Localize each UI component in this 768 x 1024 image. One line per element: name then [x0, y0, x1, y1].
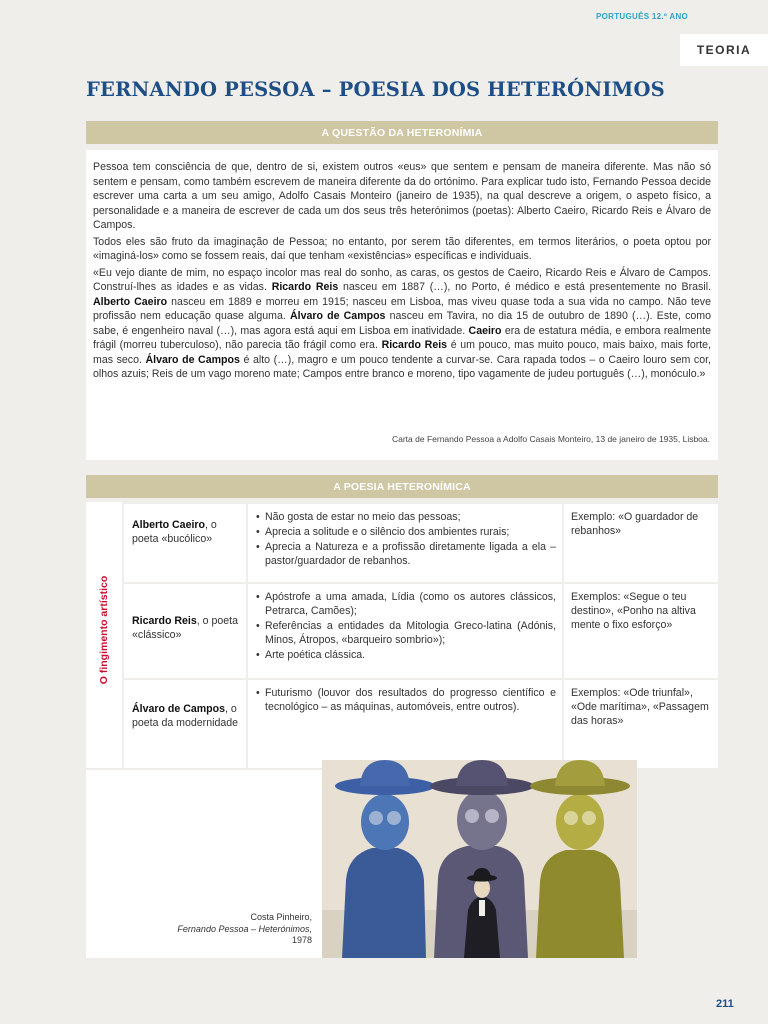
quote-text: nasceu em 1889 e morreu em 1915; nasceu em Lisboa, mas viveu quase toda a sua vida no campo. Não teve profissão nem educação quase alguma.: [93, 295, 711, 322]
section-heading-heteronimia: A QUESTÃO DA HETERONÍMIA: [86, 121, 718, 144]
page-title: FERNANDO PESSOA – POESIA DOS HETERÓNIMOS: [86, 78, 665, 101]
intro-text-box: [86, 150, 718, 460]
heteronym-name-campos: [124, 680, 246, 768]
quote-name: Ricardo Reis: [381, 339, 448, 351]
heteronyms-table: [86, 502, 718, 768]
painting-credit: [120, 912, 312, 947]
section-tab: TEORIA: [680, 34, 768, 66]
heteronym-name: Ricardo Reis: [132, 615, 197, 627]
credit-author: Costa Pinheiro,: [250, 912, 312, 922]
credit-work: [120, 924, 312, 936]
quote-text: nasceu em 1887 (…), no Porto, é médico e está presentemente no Brasil.: [338, 281, 711, 293]
intro-paragraph-2: Todos eles são fruto da imaginação de Pessoa; no entanto, por serem tão diferentes, em termos literários, o poeta optou por «imaginá-los» como se fossem reais, daí que tenham «existências» específicas e individuais.: [93, 235, 711, 262]
quote-name: Alberto Caeiro: [93, 295, 168, 308]
letter-quote: [93, 266, 711, 382]
heteronym-desc: , o poeta «bucólico»: [132, 519, 217, 545]
heteronym-desc: , o poeta da modernidade: [132, 703, 239, 729]
quote-text: é alto (…), magro e um pouco tendente a curvar-se. Cara rapada todos – o Caeiro louro sem cor, olhos azuis; Reis de um vago moreno mate; Campos entre branco e moreno, tipo vagamente de judeu português (…), monóculo.»: [93, 353, 711, 380]
section-heading-poesia: A POESIA HETERONÍMICA: [86, 475, 718, 498]
features-caeiro: [248, 504, 562, 582]
feature-item: • Não gosta de estar no meio das pessoas;: [256, 510, 556, 524]
feature-item: • Referências a entidades da Mitologia Greco-latina (Adónis, Minos, Átropos, «barqueiro sombrio»);: [256, 619, 556, 647]
side-label-cell: [86, 502, 122, 768]
painting-illustration: [322, 760, 637, 958]
side-label: O fingimento artístico: [98, 575, 110, 685]
feature-item: • Arte poética clássica.: [256, 648, 556, 662]
heteronym-name: Álvaro de Campos: [132, 703, 226, 715]
intro-paragraph-1: Pessoa tem consciência de que, dentro de si, existem outros «eus» que sentem e pensam de maneira diferente. Mas não só sentem e pensam, como também escrevem de maneira diferente da do ortónimo. Para explicar tudo isto, Fernando Pessoa decide escrever uma carta a um seu amigo, Adolfo Casais Monteiro (janeiro de 1935), na qual descreve a origem, o aspeto físico, a personalidade e a maneira de escrever de cada um dos seus três heterónimos (poetas): Alberto Caeiro, Ricardo Reis e Álvaro de Campos.: [93, 161, 711, 231]
quote-name: Ricardo Reis: [271, 281, 339, 293]
quote-text: «Eu vejo diante de mim, no espaço incolor mas real do sonho, as caras, os gestos de Caeiro, Ricardo Reis e Álvaro de Campos. Construí-lhes as idades e as vidas.: [93, 266, 711, 293]
page-number: 211: [716, 998, 734, 1010]
feature-item: • Apóstrofe a uma amada, Lídia (como os autores clássicos, Petrarca, Camões);: [256, 590, 556, 618]
feature-item: • Aprecia a Natureza e a profissão diretamente ligada a ela – pastor/guardador de rebanhos.: [256, 540, 556, 568]
credit-work-title: Fernando Pessoa – Heterónimos,: [177, 923, 312, 934]
quote-name: Álvaro de Campos: [145, 353, 240, 366]
quote-name: Caeiro: [468, 324, 502, 337]
example-campos: Exemplos: «Ode triunfal», «Ode marítima», «Passagem das horas»: [564, 680, 718, 768]
quote-text: é um pouco, mas muito pouco, mais baixo, mais forte, mas seco.: [93, 339, 712, 366]
heteronym-name-reis: [124, 584, 246, 678]
letter-citation: Carta de Fernando Pessoa a Adolfo Casais Monteiro, 13 de janeiro de 1935, Lisboa.: [391, 434, 710, 444]
heteronyms-painting: [322, 760, 637, 958]
heteronym-name-caeiro: [124, 504, 246, 582]
features-campos: [248, 680, 562, 768]
heteronym-name: Alberto Caeiro: [132, 519, 205, 531]
credit-year: 1978: [291, 935, 312, 945]
feature-item: • Futurismo (louvor dos resultados do progresso científico e tecnológico – as máquinas, automóveis, entre outros).: [256, 686, 556, 714]
example-reis: Exemplos: «Segue o teu destino», «Ponho na altiva mente o fixo esforço»: [564, 584, 718, 678]
heteronym-desc: , o poeta «clássico»: [132, 615, 238, 641]
quote-name: Álvaro de Campos: [289, 310, 386, 322]
quote-text: nasceu em Tavira, no dia 15 de outubro de 1890 (…). Este, como sabe, é engenheiro naval (…), mas agora está aqui em Lisboa em inatividade.: [93, 310, 711, 337]
book-header: PORTUGUÊS 12.º ANO: [596, 12, 689, 21]
quote-text: era de estatura média, e embora realmente frágil (morreu tuberculoso), não parecia tão frágil como era.: [93, 324, 711, 351]
example-caeiro: Exemplo: «O guardador de rebanhos»: [564, 504, 718, 582]
feature-item: • Aprecia a solitude e o silêncio dos ambientes rurais;: [256, 525, 556, 539]
features-reis: [248, 584, 562, 678]
